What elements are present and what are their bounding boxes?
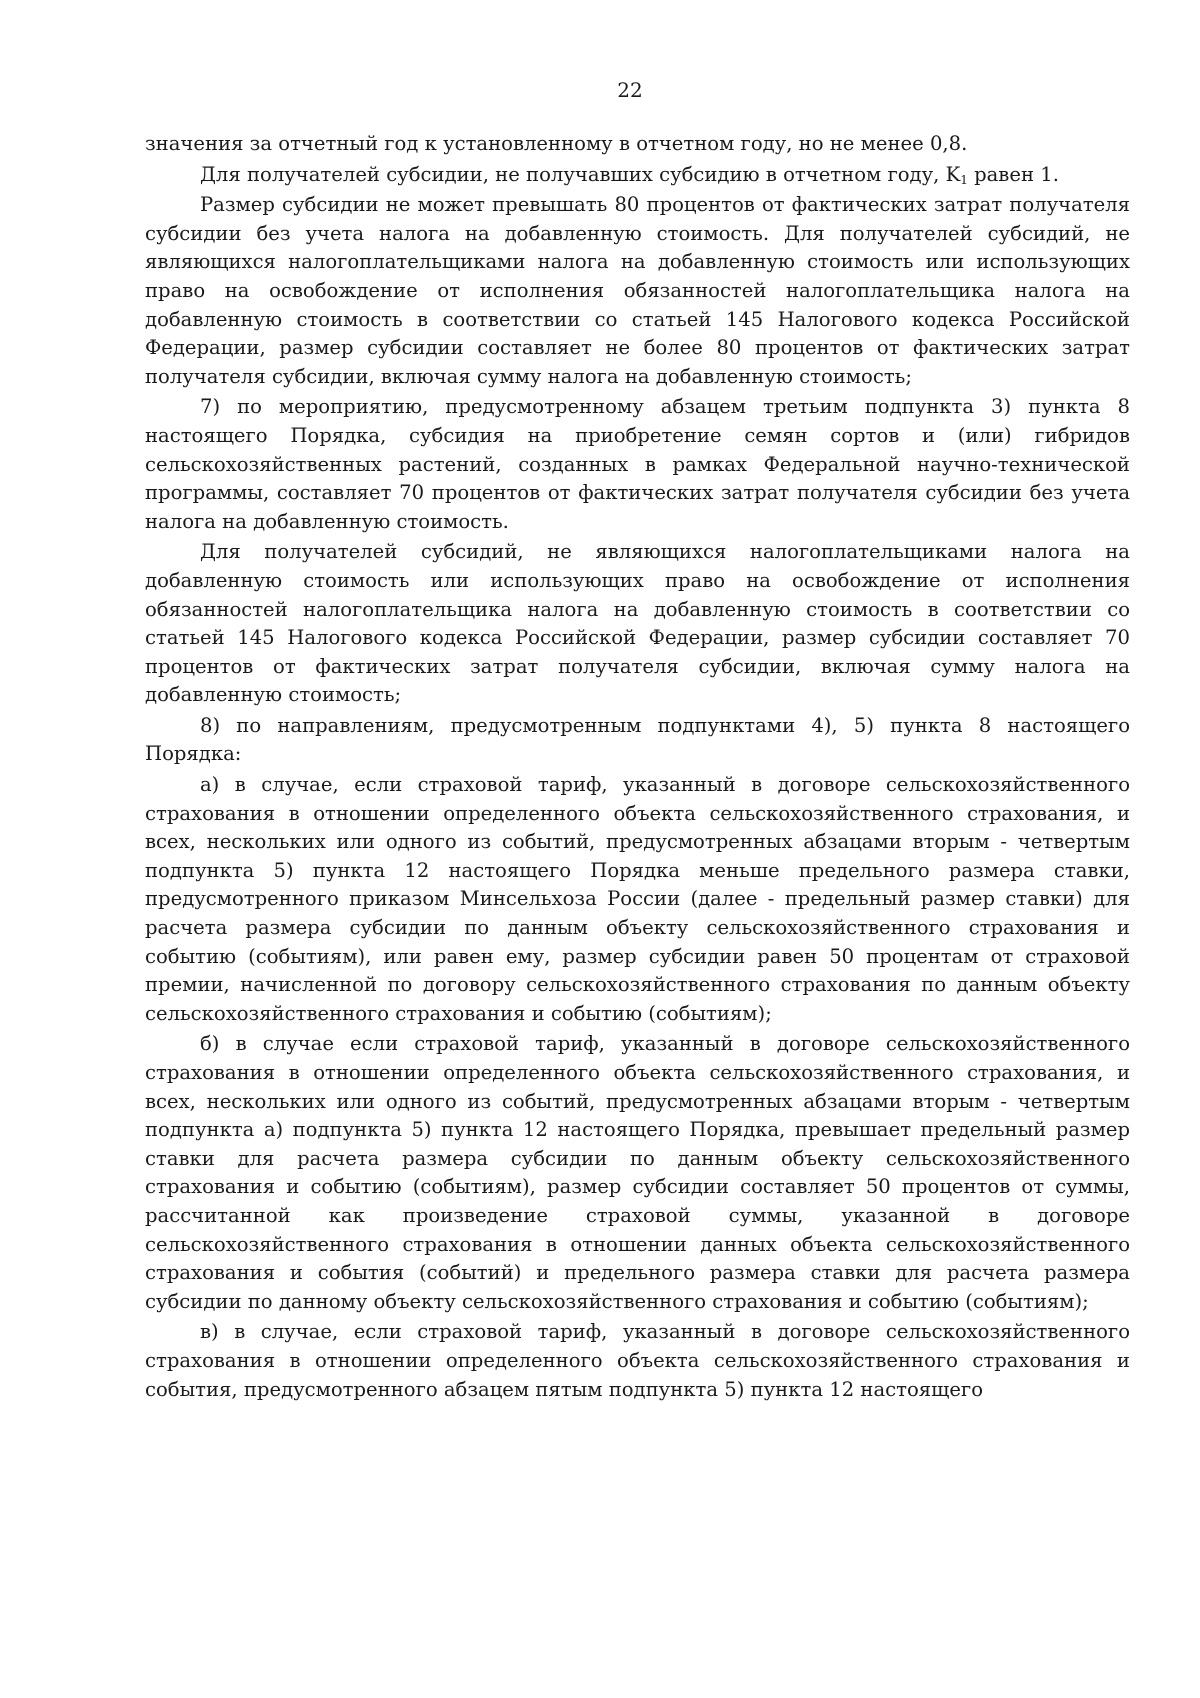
page-number: 22	[617, 78, 643, 102]
document-body	[145, 130, 1130, 1406]
paragraph-1: значения за отчетный год к установленному в отчетном году, но не менее 0,8.	[145, 132, 968, 155]
paragraph-4: 7) по мероприятию, предусмотренному абзацем третьим подпункта 3) пункта 8 настоящего Порядка, субсидия на приобретение семян сортов и (или) гибридов сельскохозяйственных растений, созданных в рамках Федеральной научно-технической программы, составляет 70 процентов от фактических затрат получателя субсидии без учета налога на добавленную стоимость.	[145, 395, 1130, 533]
paragraph-2-text-before: Для получателей субсидии, не получавших субсидию в отчетном году, K	[200, 162, 961, 186]
coefficient-subscript: 1	[960, 172, 968, 187]
paragraph-8: б) в случае если страховой тариф, указанный в договоре сельскохозяйственного страхования в отношении определенного объекта сельскохозяйственного страхования, и всех, нескольких или одного из событий, предусмотренных абзацами вторым - четвертым подпункта а) подпункта 5) пункта 12 настоящего Порядка, превышает предельный размер ставки для расчета размера субсидии по данным объекту сельскохозяйственного страхования и событию (событиям), размер субсидии составляет 50 процентов от суммы, рассчитанной как произведение страховой суммы, указанной в договоре сельскохозяйственного страхования в отношении данных объекта сельскохозяйственного страхования и события (событий) и предельного размера ставки для расчета размера субсидии по данному объекту сельскохозяйственного страхования и событию (событиям);	[145, 1032, 1130, 1313]
paragraph-7: а) в случае, если страховой тариф, указанный в договоре сельскохозяйственного страхования в отношении определенного объекта сельскохозяйственного страхования, и всех, нескольких или одного из событий, предусмотренных абзацами вторым - четвертым подпункта 5) пункта 12 настоящего Порядка меньше предельного размера ставки, предусмотренного приказом Минсельхоза России (далее - предельный размер ставки) для расчета размера субсидии по данным объекту сельскохозяйственного страхования и событию (событиям), или равен ему, размер субсидии равен 50 процентам от страховой премии, начисленной по договору сельскохозяйственного страхования по данным объекту сельскохозяйственного страхования и событию (событиям);	[145, 773, 1130, 1025]
paragraph-2-text-after: равен 1.	[967, 162, 1059, 186]
paragraph-2	[145, 161, 1130, 190]
paragraph-6: 8) по направлениям, предусмотренным подпунктами 4), 5) пункта 8 настоящего Порядка:	[145, 713, 1130, 766]
paragraph-9: в) в случае, если страховой тариф, указанный в договоре сельскохозяйственного страхования в отношении определенного объекта сельскохозяйственного страхования и события, предусмотренного абзацем пятым подпункта 5) пункта 12 настоящего	[145, 1320, 1130, 1401]
paragraph-5: Для получателей субсидий, не являющихся налогоплательщиками налога на добавленную стоимость или использующих право на освобождение от исполнения обязанностей налогоплательщика налога на добавленную стоимость в соответствии со статьей 145 Налогового кодекса Российской Федерации, размер субсидии составляет 70 процентов от фактических затрат получателя субсидии, включая сумму налога на добавленную стоимость;	[145, 540, 1130, 707]
paragraph-3: Размер субсидии не может превышать 80 процентов от фактических затрат получателя субсидии без учета налога на добавленную стоимость. Для получателей субсидий, не являющихся налогоплательщиками налога на добавленную стоимость или использующих право на освобождение от исполнения обязанностей налогоплательщика налога на добавленную стоимость в соответствии со статьей 145 Налогового кодекса Российской Федерации, размер субсидии составляет не более 80 процентов от фактических затрат получателя субсидии, включая сумму налога на добавленную стоимость;	[145, 193, 1130, 388]
